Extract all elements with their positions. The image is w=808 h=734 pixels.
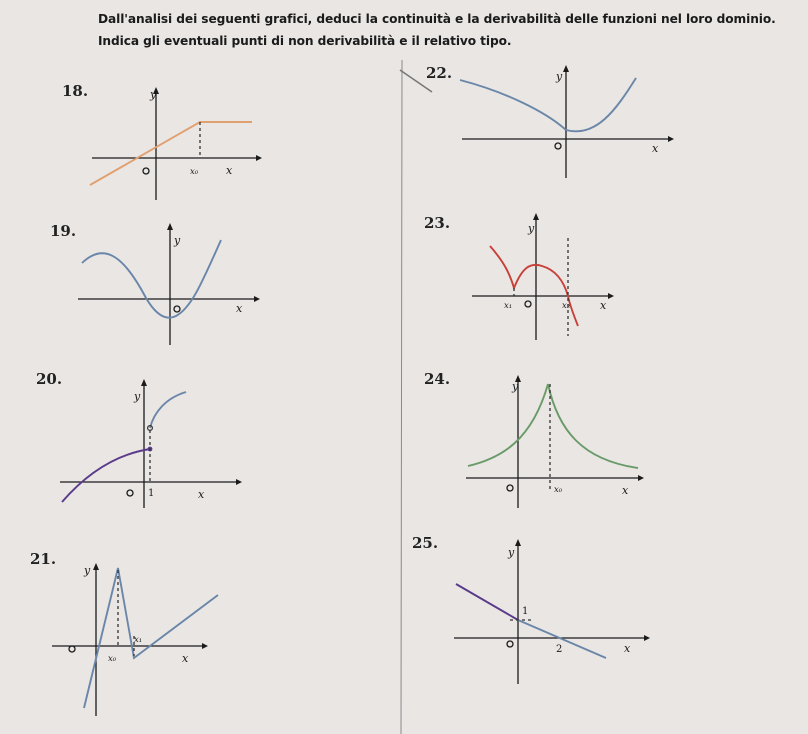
x-axis-arrow bbox=[254, 296, 260, 302]
function-branch-right bbox=[566, 78, 636, 131]
x-axis-arrow bbox=[202, 643, 208, 649]
function-branch-left bbox=[460, 80, 566, 130]
x-label: x bbox=[226, 164, 233, 177]
function-branch-left bbox=[456, 584, 518, 620]
function-branch-left bbox=[468, 384, 548, 466]
x0-label: x₀ bbox=[108, 654, 117, 664]
exercise-number-19: 19. bbox=[50, 222, 77, 240]
y-label: y bbox=[512, 380, 519, 393]
x-axis-arrow bbox=[236, 479, 242, 485]
graph-23 bbox=[470, 208, 635, 343]
x-axis-arrow bbox=[668, 136, 674, 142]
x2-label: x₂ bbox=[562, 301, 571, 311]
exercise-number-21: 21. bbox=[30, 550, 57, 568]
y-axis-arrow bbox=[515, 539, 521, 546]
origin-mark bbox=[143, 168, 149, 174]
function-curve bbox=[82, 240, 221, 318]
function-curve bbox=[84, 568, 218, 708]
x-axis-arrow bbox=[256, 155, 262, 161]
y-label: y bbox=[508, 546, 515, 559]
graph-22 bbox=[456, 60, 676, 180]
x1-label: x₁ bbox=[504, 301, 513, 311]
x-label: x bbox=[600, 299, 607, 312]
x0-label: x₀ bbox=[190, 167, 199, 177]
origin-mark bbox=[174, 306, 180, 312]
y-axis-arrow bbox=[141, 379, 147, 386]
graph-19 bbox=[76, 220, 271, 350]
origin-mark bbox=[127, 490, 133, 496]
y-axis-arrow bbox=[563, 65, 569, 72]
x-label: x bbox=[198, 488, 205, 501]
exercise-number-22: 22. bbox=[426, 64, 453, 82]
function-branch-left bbox=[62, 449, 150, 502]
graph-24 bbox=[462, 370, 652, 510]
function-branch-right bbox=[548, 384, 638, 468]
y-label: y bbox=[134, 390, 141, 403]
instruction-line-2: Indica gli eventuali punti di non derivabilità e il relativo tipo. bbox=[98, 34, 512, 48]
graph-21 bbox=[50, 558, 240, 718]
x0-label: x₀ bbox=[554, 485, 563, 495]
y-axis-arrow bbox=[93, 563, 99, 570]
origin-mark bbox=[507, 641, 513, 647]
x-label: x bbox=[182, 652, 189, 665]
origin-mark bbox=[69, 646, 75, 652]
exercise-number-25: 25. bbox=[412, 534, 439, 552]
function-curve bbox=[490, 246, 578, 326]
one-label: 1 bbox=[522, 606, 529, 617]
one-label: 1 bbox=[148, 488, 155, 499]
y-label: y bbox=[84, 564, 91, 577]
two-label: 2 bbox=[556, 644, 563, 655]
y-axis-arrow bbox=[167, 223, 173, 230]
origin-mark bbox=[507, 485, 513, 491]
exercise-number-18: 18. bbox=[62, 82, 89, 100]
x-label: x bbox=[236, 302, 243, 315]
y-label: y bbox=[174, 234, 181, 247]
exercise-number-23: 23. bbox=[424, 214, 451, 232]
x-label: x bbox=[652, 142, 659, 155]
x-label: x bbox=[622, 484, 629, 497]
x-axis-arrow bbox=[638, 475, 644, 481]
x-axis-arrow bbox=[608, 293, 614, 299]
x-label: x bbox=[624, 642, 631, 655]
y-label: y bbox=[528, 222, 535, 235]
x1-label: x₁ bbox=[134, 635, 143, 645]
exercise-number-20: 20. bbox=[36, 370, 63, 388]
function-branch-right bbox=[150, 392, 186, 428]
instruction-line-1: Dall'analisi dei seguenti grafici, deduci la continuità e la derivabilità delle funzioni nel loro dominio. bbox=[98, 12, 776, 26]
origin-mark bbox=[555, 143, 561, 149]
graph-18 bbox=[80, 82, 270, 202]
y-label: y bbox=[150, 88, 157, 101]
graph-20 bbox=[58, 372, 258, 512]
y-label: y bbox=[556, 70, 563, 83]
x-axis-arrow bbox=[644, 635, 650, 641]
exercise-number-24: 24. bbox=[424, 370, 451, 388]
origin-mark bbox=[525, 301, 531, 307]
y-axis-arrow bbox=[533, 213, 539, 220]
graph-25 bbox=[448, 534, 658, 694]
